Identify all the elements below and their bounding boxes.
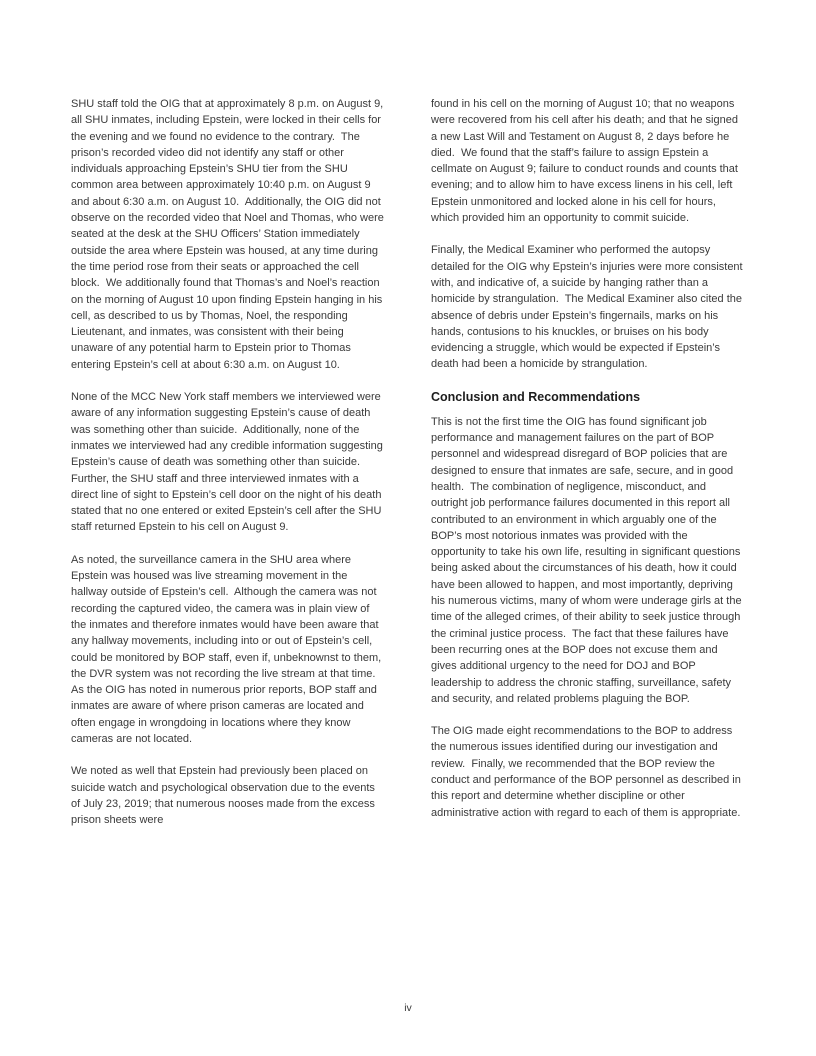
- section-heading: Conclusion and Recommendations: [431, 389, 641, 404]
- right-column: [431, 96, 745, 844]
- paragraph: As noted, the surveillance camera in the SHU area where Epstein was housed was live streaming movement in the hallway outside of Epstein’s cell. Although the camera was not recording the captured video, the camera was in plain view of the inmates and therefore inmates would have been aware that any hallway movements, including into or out of Epstein’s cell, could be monitored by BOP staff, even if, unbeknownst to them, the DVR system was not recording the live stream at that time. As the OIG has noted in numerous prior reports, BOP staff and inmates are aware of where prison cameras are located and often engage in wrongdoing in locations where they know cameras are not located.: [71, 553, 385, 745]
- paragraph: This is not the first time the OIG has found significant job performance and management failures on the part of BOP personnel and widespread disregard of BOP policies that are designed to ensure that inmates are safe, secure, and in good health. The combination of negligence, misconduct, and outright job performance failures documented in this report all contributed to an environment in which arguably one of the BOP’s most notorious inmates was provided with the opportunity to take his own life, resulting in significant questions being asked about the circumstances of his death, how it could have been allowed to happen, and most importantly, depriving his numerous victims, many of whom were underage girls at the time of the alleged crimes, of their ability to seek justice through the criminal justice process. The fact that these failures have been recurring ones at the BOP does not excuse them and gives additional urgency to the need for DOJ and BOP leadership to address the chronic staffing, surveillance, safety and security, and related problems plaguing the BOP.: [431, 415, 745, 705]
- page-number: iv: [404, 1002, 412, 1014]
- paragraph: SHU staff told the OIG that at approximately 8 p.m. on August 9, all SHU inmates, including Epstein, were locked in their cells for the evening and we found no evidence to the contrary. The prison’s recorded video did not identify any staff or other individuals approaching Epstein’s SHU tier from the SHU common area between approximately 10:40 p.m. on August 9 and about 6:30 a.m. on August 10. Additionally, the OIG did not observe on the recorded video that Noel and Thomas, who were seated at the desk at the SHU Officers’ Station immediately outside the area where Epstein was housed, at any time during the time period rose from their seats or approached the cell block. We additionally found that Thomas’s and Noel’s reaction on the morning of August 10 upon finding Epstein hanging in his cell, as described to us by Thomas, Noel, the responding Lieutenant, and inmates, was consistent with their being unaware of any potential harm to Epstein prior to Thomas entering Epstein’s cell at about 6:30 a.m. on August 10.: [71, 98, 387, 371]
- paragraph: The OIG made eight recommendations to the BOP to address the numerous issues identified during our investigation and review. Finally, we recommended that the BOP review the conduct and performance of the BOP personnel as described in this report and determine whether discipline or other administrative action with regard to each of them is appropriate.: [431, 725, 744, 819]
- paragraph: found in his cell on the morning of August 10; that no weapons were recovered from his cell after his death; and that he signed a new Last Will and Testament on August 8, 2 days before he died. We found that the staff’s failure to assign Epstein a cellmate on August 9; failure to conduct rounds and counts that evening; and to allow him to have excess linens in his cell, left Epstein unmonitored and locked alone in his cell for hours, which provided him an opportunity to commit suicide.: [431, 98, 742, 225]
- left-column: [71, 96, 385, 844]
- page-content: [71, 96, 745, 844]
- paragraph: Finally, the Medical Examiner who performed the autopsy detailed for the OIG why Epstein’s injuries were more consistent with, and indicative of, a suicide by hanging rather than a homicide by strangulation. The Medical Examiner also cited the absence of debris under Epstein’s fingernails, marks on his hands, contusions to his knuckles, or bruises on his body evidencing a struggle, which would be expected if Epstein’s death had been a homicide by strangulation.: [431, 244, 746, 371]
- paragraph: We noted as well that Epstein had previously been placed on suicide watch and psychological observation due to the events of July 23, 2019; that numerous nooses made from the excess prison sheets were: [71, 765, 378, 827]
- paragraph: None of the MCC New York staff members we interviewed were aware of any information suggesting Epstein’s cause of death was something other than suicide. Additionally, none of the inmates we interviewed had any credible information suggesting Epstein’s cause of death was something other than suicide. Further, the SHU staff and three interviewed inmates with a direct line of sight to Epstein’s cell door on the night of his death stated that no one entered or exited Epstein’s cell after the SHU staff returned Epstein to his cell on August 9.: [71, 391, 386, 534]
